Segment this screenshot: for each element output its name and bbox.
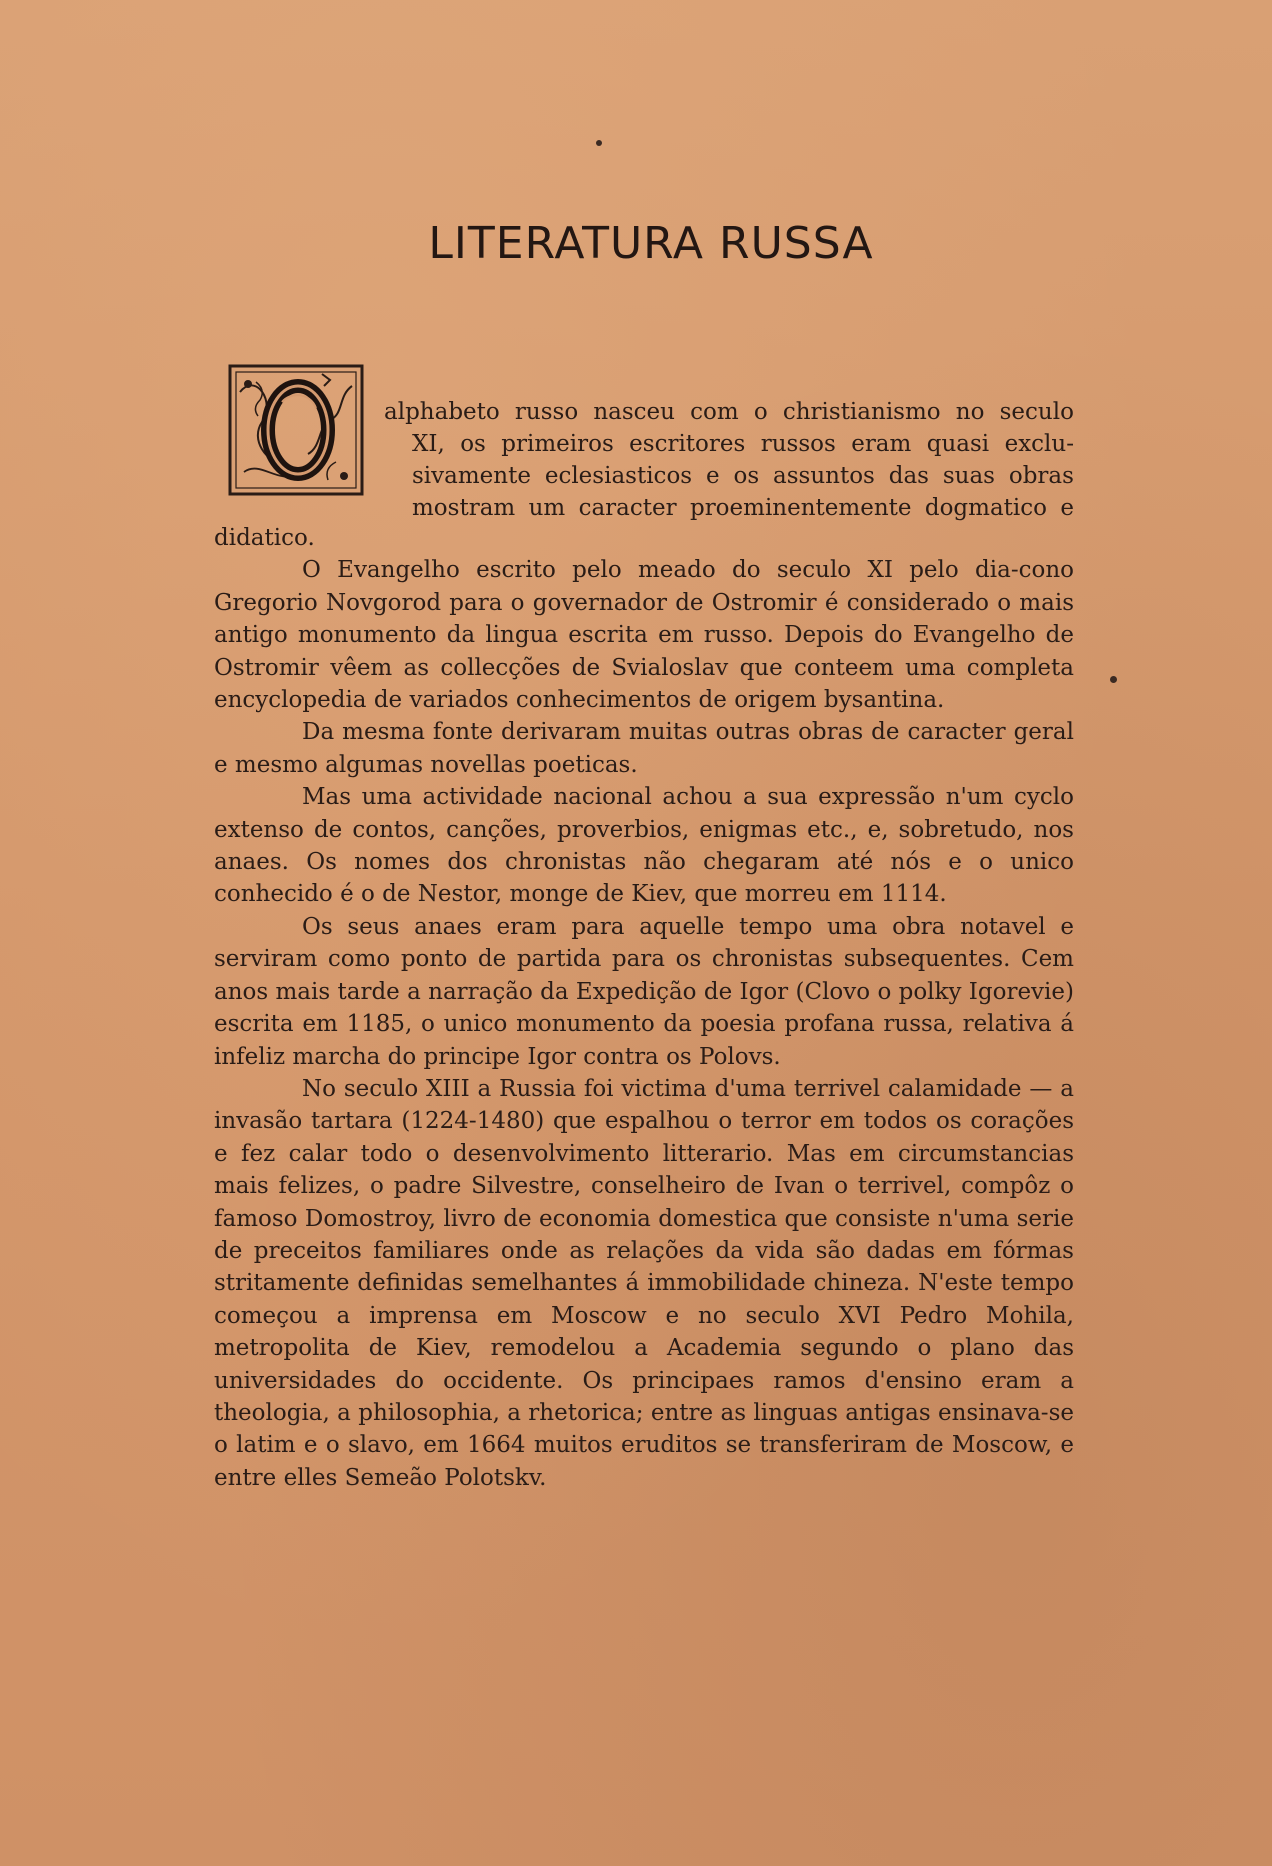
word: christianismo (782, 399, 941, 425)
word: assuntos (773, 463, 875, 489)
opening-line-text (412, 460, 1074, 492)
paragraph: Da mesma fonte derivaram muitas outras obras de caracter geral e mesmo algumas novellas poeticas. (214, 719, 1074, 778)
word: no (955, 399, 985, 425)
word: exclu- (1004, 431, 1074, 457)
opening-line-text (412, 492, 1074, 524)
word: com (690, 399, 739, 425)
word: russo (514, 399, 579, 425)
word: o (753, 399, 768, 425)
paragraph: Os seus anaes eram para aquelle tempo uma obra notavel e serviram como ponto de partida para os chronistas subsequentes. Cem anos mais tarde a narração da Expedição de Igor (Clovo o polky Igorevie) escrita em 1185, o unico monumento da poesia profana russa, relativa á infeliz marcha do principe Igor contra os Polovs. (214, 913, 1074, 1070)
paragraph: O Evangelho escrito pelo meado do seculo XI pelo dia-cono Gregorio Novgorod para o governador de Ostromir é considerado o mais antigo monumento da lingua escrita em russo. Depois do Evangelho de Ostromir vêem as collecções de Svialoslav que conteem uma completa encyclopedia de variados conhecimentos de origem bysantina. (214, 557, 1074, 714)
page-title: LITERATURA RUSSA (428, 218, 874, 269)
word: seculo (999, 399, 1074, 425)
word: dogmatico (924, 495, 1048, 521)
paragraph: No seculo XIII a Russia foi victima d'uma terrivel calamidade — a invasão tartara (1224-1480) que espalhou o terror em todos os corações e fez calar todo o desenvolvimento litterario. Mas em circumstancias mais felizes, o padre Silvestre, conselheiro de Ivan o terrivel, compôz o famoso Domostroy, livro de economia domestica que consiste n'uma serie de preceitos familiares onde as relações da vida são dadas em fórmas stritamente definidas semelhantes á immobilidade chineza. N'este tempo começou a imprensa em Moscow e no seculo XVI Pedro Mohila, metropolita de Kiev, remodelou a Academia segundo o plano das universidades do occidente. Os principaes ramos d'ensino eram a theologia, a philosophia, a rhetorica; entre as linguas antigas ensinava-se o latim e o slavo, em 1664 muitos eruditos se transferiram de Moscow, e entre elles Semeão Polotskv. (214, 1075, 1074, 1491)
paragraph-ending: didatico. (214, 525, 315, 551)
word: das (888, 463, 929, 489)
word: eram (851, 431, 912, 457)
opening-lines (214, 396, 1074, 524)
word: russos (760, 431, 836, 457)
word: e (1060, 495, 1074, 521)
opening-line (214, 428, 1074, 460)
paragraph: Mas uma actividade nacional achou a sua expressão n'um cyclo extenso de contos, canções, proverbios, enigmas etc., e, sobretudo, nos anaes. Os nomes dos chronistas não chegaram até nós e o unico conhecido é o de Nestor, monge de Kiev, que morreu em 1114. (214, 784, 1074, 908)
word: alphabeto (384, 399, 500, 425)
word: quasi (926, 431, 990, 457)
word: primeiros (501, 431, 614, 457)
word: os (460, 431, 486, 457)
opening-line-text (412, 428, 1074, 460)
word: os (733, 463, 760, 489)
paper-speck (596, 140, 602, 146)
word: e (705, 463, 720, 489)
article-body (214, 522, 1074, 1494)
word: XI, (412, 431, 445, 457)
opening-line (214, 460, 1074, 492)
opening-line (214, 396, 1074, 428)
word: caracter (578, 495, 677, 521)
word: nasceu (593, 399, 675, 425)
word: escritores (629, 431, 746, 457)
word: proeminentemente (689, 495, 912, 521)
paper-speck (1110, 676, 1117, 683)
opening-line (214, 492, 1074, 524)
word: eclesiasticos (544, 463, 693, 489)
word: obras (1008, 463, 1074, 489)
word: mostram (412, 495, 516, 521)
word: um (528, 495, 566, 521)
word: sivamente (412, 463, 531, 489)
word: suas (942, 463, 995, 489)
opening-line-text (384, 396, 1074, 428)
